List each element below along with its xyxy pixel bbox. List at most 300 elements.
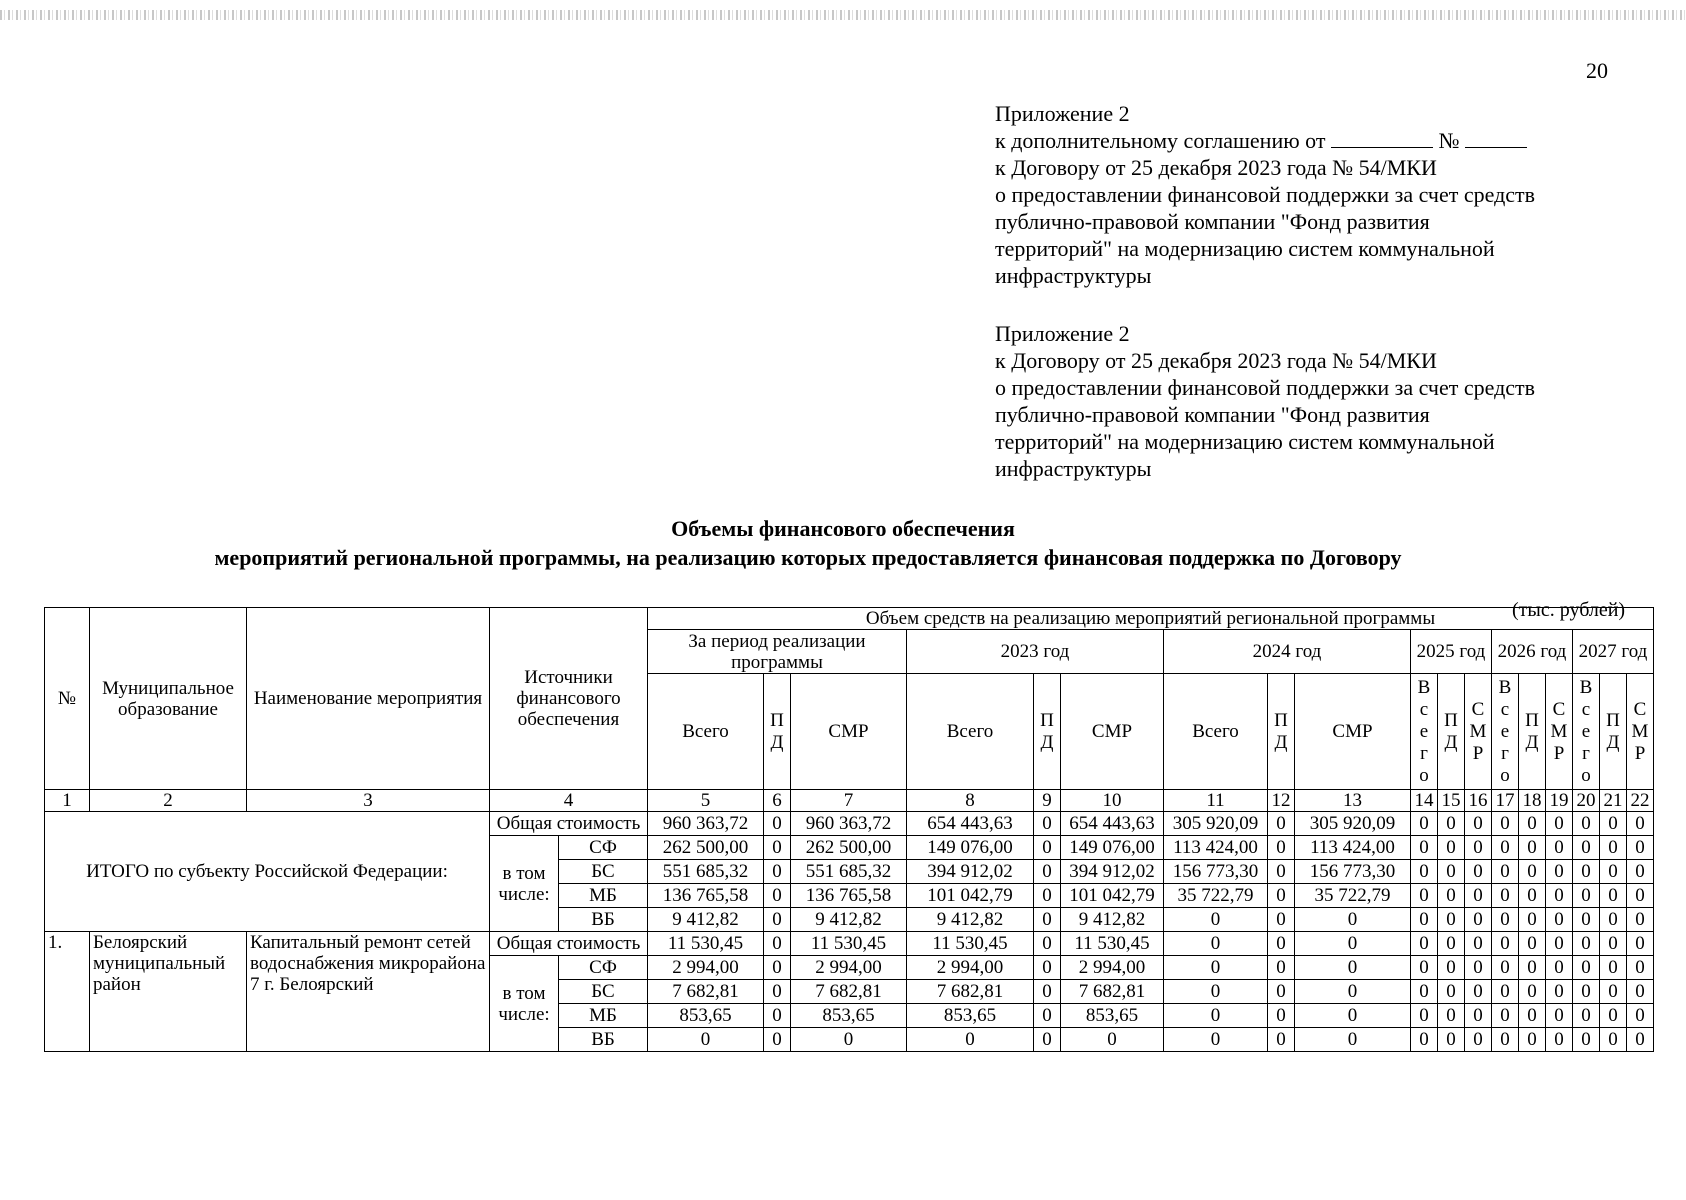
value-cell: 0 — [1546, 980, 1573, 1004]
value-cell: 0 — [1465, 860, 1492, 884]
vertical-letter: е — [1581, 720, 1591, 742]
header-municipality: Муниципальное образование — [90, 608, 247, 790]
header-smr-vertical — [1546, 674, 1573, 790]
value-cell: 0 — [1492, 836, 1519, 860]
value-cell: 0 — [1519, 860, 1546, 884]
value-cell: 305 920,09 — [1295, 812, 1411, 836]
value-cell: 0 — [1546, 932, 1573, 956]
value-cell: 0 — [1164, 956, 1268, 980]
value-cell: 960 363,72 — [791, 812, 907, 836]
vertical-letter: С — [1471, 698, 1485, 720]
value-cell: 9 412,82 — [1061, 908, 1164, 932]
value-cell: 136 765,58 — [648, 884, 764, 908]
vertical-letter: П — [1606, 709, 1620, 731]
value-cell: 0 — [1492, 1028, 1519, 1052]
value-cell: 551 685,32 — [648, 860, 764, 884]
value-cell: 0 — [1438, 932, 1465, 956]
overall-cost-label: Общая стоимость — [490, 932, 648, 956]
value-cell: 35 722,79 — [1295, 884, 1411, 908]
value-cell: 101 042,79 — [1061, 884, 1164, 908]
value-cell: 0 — [1034, 980, 1061, 1004]
vertical-letter: П — [1274, 709, 1288, 731]
value-cell: 0 — [1627, 836, 1654, 860]
vertical-letter: с — [1419, 698, 1429, 720]
value-cell: 654 443,63 — [907, 812, 1034, 836]
vertical-letter: о — [1500, 764, 1510, 786]
header-2026: 2026 год — [1492, 630, 1573, 674]
value-cell: 0 — [1492, 1004, 1519, 1028]
annex-line: инфраструктуры — [995, 456, 1152, 481]
value-cell: 0 — [1465, 836, 1492, 860]
column-number: 2 — [90, 790, 247, 812]
value-cell: 2 994,00 — [791, 956, 907, 980]
value-cell: 0 — [1627, 1004, 1654, 1028]
value-cell: 853,65 — [648, 1004, 764, 1028]
vertical-letter: г — [1582, 742, 1590, 764]
header-total-vertical — [1492, 674, 1519, 790]
value-cell: 0 — [1600, 932, 1627, 956]
value-cell: 0 — [764, 980, 791, 1004]
table-row — [45, 932, 1654, 956]
header-pd — [764, 674, 791, 790]
header-2027: 2027 год — [1573, 630, 1654, 674]
header-total: Всего — [648, 674, 764, 790]
item-municipality: Белоярский муниципальный район — [90, 932, 247, 1052]
header-smr: СМР — [791, 674, 907, 790]
vertical-letter: е — [1500, 720, 1510, 742]
header-total-vertical — [1411, 674, 1438, 790]
value-cell: 0 — [1492, 812, 1519, 836]
value-cell: 0 — [1411, 908, 1438, 932]
value-cell: 2 994,00 — [1061, 956, 1164, 980]
column-number-row — [45, 790, 1654, 812]
value-cell: 35 722,79 — [1164, 884, 1268, 908]
value-cell: 0 — [1546, 1028, 1573, 1052]
header-smr: СМР — [1061, 674, 1164, 790]
column-number: 1 — [45, 790, 90, 812]
value-cell: 0 — [1573, 836, 1600, 860]
value-cell: 394 912,02 — [907, 860, 1034, 884]
value-cell: 0 — [1627, 980, 1654, 1004]
column-number: 6 — [764, 790, 791, 812]
value-cell: 853,65 — [907, 1004, 1034, 1028]
annex-line: публично-правовой компании "Фонд развития — [995, 209, 1430, 234]
including-label: в том числе: — [490, 956, 559, 1052]
value-cell: 0 — [764, 884, 791, 908]
value-cell: 394 912,02 — [1061, 860, 1164, 884]
value-cell: 0 — [764, 908, 791, 932]
document-title: Объемы финансового обеспечения — [671, 516, 1015, 541]
value-cell: 0 — [1034, 908, 1061, 932]
vertical-letter: Д — [1274, 731, 1288, 753]
value-cell: 0 — [1573, 812, 1600, 836]
value-cell: 0 — [1465, 908, 1492, 932]
value-cell: 0 — [1034, 932, 1061, 956]
value-cell: 0 — [1268, 1004, 1295, 1028]
source-code: ВБ — [559, 908, 648, 932]
value-cell: 0 — [1061, 1028, 1164, 1052]
vertical-letter: П — [1040, 709, 1054, 731]
header-2024: 2024 год — [1164, 630, 1411, 674]
vertical-letter: М — [1631, 720, 1649, 742]
value-cell: 262 500,00 — [791, 836, 907, 860]
value-cell: 0 — [1573, 1028, 1600, 1052]
value-cell: 11 530,45 — [648, 932, 764, 956]
value-cell: 0 — [1519, 1004, 1546, 1028]
value-cell: 0 — [1268, 812, 1295, 836]
value-cell: 0 — [1465, 980, 1492, 1004]
vertical-letter: П — [770, 709, 784, 731]
value-cell: 0 — [1600, 1028, 1627, 1052]
value-cell: 0 — [1438, 860, 1465, 884]
annex-line: о предоставлении финансовой поддержки за счет средств — [995, 375, 1536, 400]
value-cell: 7 682,81 — [791, 980, 907, 1004]
vertical-letter: о — [1581, 764, 1591, 786]
value-cell: 0 — [1034, 884, 1061, 908]
value-cell: 9 412,82 — [648, 908, 764, 932]
value-cell: 0 — [1411, 1004, 1438, 1028]
column-number: 19 — [1546, 790, 1573, 812]
column-number: 10 — [1061, 790, 1164, 812]
item-event: Капитальный ремонт сетей водоснабжения микрорайона 7 г. Белоярский — [247, 932, 490, 1052]
value-cell: 0 — [1627, 1028, 1654, 1052]
value-cell: 0 — [1627, 956, 1654, 980]
value-cell: 0 — [1492, 980, 1519, 1004]
value-cell: 0 — [1627, 884, 1654, 908]
header-pd — [1268, 674, 1295, 790]
value-cell: 0 — [1411, 884, 1438, 908]
value-cell: 0 — [1438, 908, 1465, 932]
value-cell: 0 — [1492, 884, 1519, 908]
value-cell: 0 — [1268, 956, 1295, 980]
value-cell: 149 076,00 — [1061, 836, 1164, 860]
vertical-letter: М — [1550, 720, 1568, 742]
date-blank — [1331, 129, 1433, 148]
value-cell: 0 — [764, 812, 791, 836]
document-subtitle: мероприятий региональной программы, на реализацию которых предоставляется финансовая поддержка по Договору — [214, 545, 1402, 570]
source-code: МБ — [559, 884, 648, 908]
column-number: 20 — [1573, 790, 1600, 812]
header-row — [45, 608, 1654, 630]
value-cell: 0 — [1411, 860, 1438, 884]
value-cell: 0 — [1519, 836, 1546, 860]
financing-table — [44, 607, 1654, 1052]
header-total-vertical — [1573, 674, 1600, 790]
value-cell: 2 994,00 — [648, 956, 764, 980]
value-cell: 0 — [1295, 980, 1411, 1004]
value-cell: 305 920,09 — [1164, 812, 1268, 836]
value-cell: 0 — [764, 1004, 791, 1028]
value-cell: 0 — [1034, 1004, 1061, 1028]
value-cell: 0 — [1519, 932, 1546, 956]
value-cell: 0 — [1600, 812, 1627, 836]
value-cell: 0 — [1492, 908, 1519, 932]
value-cell: 0 — [1295, 932, 1411, 956]
including-label: в том числе: — [490, 836, 559, 932]
value-cell: 0 — [1268, 932, 1295, 956]
vertical-letter: е — [1419, 720, 1429, 742]
value-cell: 0 — [1164, 908, 1268, 932]
annex-supplement-text: к дополнительному соглашению от — [995, 128, 1326, 153]
value-cell: 0 — [1034, 1028, 1061, 1052]
header-pd-vertical — [1519, 674, 1546, 790]
column-number: 7 — [791, 790, 907, 812]
value-cell: 0 — [764, 1028, 791, 1052]
table-row — [45, 812, 1654, 836]
vertical-letter: Д — [1444, 731, 1458, 753]
header-period-total: За период реализации программы — [648, 630, 907, 674]
value-cell: 0 — [1411, 1028, 1438, 1052]
value-cell: 551 685,32 — [791, 860, 907, 884]
column-number: 18 — [1519, 790, 1546, 812]
vertical-letter: П — [1525, 709, 1539, 731]
column-number: 17 — [1492, 790, 1519, 812]
header-sources: Источники финансового обеспечения — [490, 608, 648, 790]
source-code: ВБ — [559, 1028, 648, 1052]
value-cell: 0 — [1519, 956, 1546, 980]
header-2025: 2025 год — [1411, 630, 1492, 674]
value-cell: 113 424,00 — [1164, 836, 1268, 860]
vertical-letter: Р — [1634, 742, 1646, 764]
value-cell: 0 — [1573, 860, 1600, 884]
value-cell: 0 — [1546, 1004, 1573, 1028]
vertical-letter: П — [1444, 709, 1458, 731]
column-number: 5 — [648, 790, 764, 812]
value-cell: 853,65 — [791, 1004, 907, 1028]
value-cell: 0 — [1546, 860, 1573, 884]
value-cell: 0 — [1600, 1004, 1627, 1028]
header-pd-vertical — [1600, 674, 1627, 790]
column-number: 8 — [907, 790, 1034, 812]
value-cell: 0 — [1438, 812, 1465, 836]
vertical-letter: В — [1579, 676, 1593, 698]
value-cell: 0 — [1573, 932, 1600, 956]
vertical-letter: С — [1552, 698, 1566, 720]
value-cell: 654 443,63 — [1061, 812, 1164, 836]
value-cell: 136 765,58 — [791, 884, 907, 908]
annex-heading-contract — [995, 320, 1635, 482]
value-cell: 156 773,30 — [1164, 860, 1268, 884]
subject-total-label: ИТОГО по субъекту Российской Федерации: — [45, 812, 490, 932]
column-number: 11 — [1164, 790, 1268, 812]
value-cell: 0 — [1268, 836, 1295, 860]
value-cell: 0 — [1411, 836, 1438, 860]
value-cell: 0 — [1546, 908, 1573, 932]
value-cell: 0 — [1600, 980, 1627, 1004]
value-cell: 0 — [1546, 812, 1573, 836]
value-cell: 0 — [1411, 980, 1438, 1004]
value-cell: 0 — [1546, 884, 1573, 908]
item-number: 1. — [45, 932, 90, 1052]
value-cell: 0 — [1465, 1028, 1492, 1052]
header-smr-vertical — [1465, 674, 1492, 790]
value-cell: 0 — [1492, 956, 1519, 980]
value-cell: 0 — [1034, 836, 1061, 860]
annex-line: к Договору от 25 декабря 2023 года № 54/МКИ — [995, 348, 1437, 373]
value-cell: 113 424,00 — [1295, 836, 1411, 860]
source-code: СФ — [559, 836, 648, 860]
header-pd — [1034, 674, 1061, 790]
column-number: 21 — [1600, 790, 1627, 812]
annex-supplement-line — [995, 127, 1635, 154]
value-cell: 0 — [1600, 860, 1627, 884]
value-cell: 0 — [1519, 812, 1546, 836]
value-cell: 0 — [764, 956, 791, 980]
value-cell: 9 412,82 — [907, 908, 1034, 932]
vertical-letter: Д — [770, 731, 784, 753]
value-cell: 0 — [1600, 884, 1627, 908]
value-cell: 0 — [1034, 812, 1061, 836]
annex-line: о предоставлении финансовой поддержки за счет средств — [995, 182, 1536, 207]
value-cell: 149 076,00 — [907, 836, 1034, 860]
value-cell: 0 — [1268, 884, 1295, 908]
value-cell: 0 — [1573, 1004, 1600, 1028]
value-cell: 11 530,45 — [907, 932, 1034, 956]
value-cell: 0 — [1034, 956, 1061, 980]
value-cell: 2 994,00 — [907, 956, 1034, 980]
value-cell: 0 — [1546, 836, 1573, 860]
value-cell: 156 773,30 — [1295, 860, 1411, 884]
number-sign: № — [1438, 128, 1460, 153]
column-number: 13 — [1295, 790, 1411, 812]
column-number: 4 — [490, 790, 648, 812]
source-code: СФ — [559, 956, 648, 980]
value-cell: 9 412,82 — [791, 908, 907, 932]
annex-line: к Договору от 25 декабря 2023 года № 54/МКИ — [995, 155, 1437, 180]
value-cell: 0 — [1573, 884, 1600, 908]
value-cell: 0 — [1492, 860, 1519, 884]
vertical-letter: Д — [1040, 731, 1054, 753]
annex-line: территорий" на модернизацию систем коммунальной — [995, 429, 1495, 454]
value-cell: 0 — [1034, 860, 1061, 884]
vertical-letter: о — [1419, 764, 1429, 786]
vertical-letter: с — [1500, 698, 1510, 720]
value-cell: 0 — [1438, 1004, 1465, 1028]
vertical-letter: В — [1498, 676, 1512, 698]
value-cell: 0 — [1411, 812, 1438, 836]
value-cell: 853,65 — [1061, 1004, 1164, 1028]
source-code: МБ — [559, 1004, 648, 1028]
value-cell: 0 — [648, 1028, 764, 1052]
vertical-letter: С — [1633, 698, 1647, 720]
value-cell: 0 — [1573, 956, 1600, 980]
value-cell: 0 — [1295, 1004, 1411, 1028]
value-cell: 0 — [1492, 932, 1519, 956]
value-cell: 7 682,81 — [648, 980, 764, 1004]
column-number: 15 — [1438, 790, 1465, 812]
value-cell: 0 — [1268, 980, 1295, 1004]
header-num: № — [45, 608, 90, 790]
column-number: 12 — [1268, 790, 1295, 812]
vertical-letter: с — [1581, 698, 1591, 720]
value-cell: 0 — [1573, 980, 1600, 1004]
overall-cost-label: Общая стоимость — [490, 812, 648, 836]
value-cell: 0 — [1411, 956, 1438, 980]
source-code: БС — [559, 860, 648, 884]
vertical-letter: Д — [1606, 731, 1620, 753]
value-cell: 0 — [1519, 980, 1546, 1004]
value-cell: 0 — [1295, 1028, 1411, 1052]
units-note: (тыс. рублей) — [1512, 599, 1626, 621]
value-cell: 0 — [1295, 956, 1411, 980]
value-cell: 0 — [1465, 956, 1492, 980]
value-cell: 101 042,79 — [907, 884, 1034, 908]
header-smr-vertical — [1627, 674, 1654, 790]
vertical-letter: Р — [1553, 742, 1565, 764]
value-cell: 0 — [1295, 908, 1411, 932]
value-cell: 0 — [764, 836, 791, 860]
value-cell: 0 — [1600, 908, 1627, 932]
value-cell: 0 — [1465, 932, 1492, 956]
value-cell: 0 — [1268, 1028, 1295, 1052]
annex-title: Приложение 2 — [995, 101, 1130, 126]
header-pd-vertical — [1438, 674, 1465, 790]
header-volume: Объем средств на реализацию мероприятий региональной программы — [648, 608, 1654, 630]
column-number: 22 — [1627, 790, 1654, 812]
vertical-letter: Д — [1525, 731, 1539, 753]
vertical-letter: г — [1420, 742, 1428, 764]
value-cell: 0 — [1164, 1028, 1268, 1052]
value-cell: 0 — [1573, 908, 1600, 932]
value-cell: 0 — [1164, 1004, 1268, 1028]
value-cell: 0 — [1438, 980, 1465, 1004]
value-cell: 0 — [1465, 1004, 1492, 1028]
column-number: 3 — [247, 790, 490, 812]
header-smr: СМР — [1295, 674, 1411, 790]
value-cell: 0 — [1600, 956, 1627, 980]
vertical-letter: М — [1469, 720, 1487, 742]
value-cell: 0 — [1438, 836, 1465, 860]
value-cell: 0 — [1438, 956, 1465, 980]
value-cell: 0 — [791, 1028, 907, 1052]
vertical-letter: Р — [1472, 742, 1484, 764]
value-cell: 0 — [1627, 908, 1654, 932]
value-cell: 11 530,45 — [1061, 932, 1164, 956]
value-cell: 0 — [764, 860, 791, 884]
annex-title: Приложение 2 — [995, 321, 1130, 346]
value-cell: 0 — [764, 932, 791, 956]
value-cell: 0 — [1627, 860, 1654, 884]
value-cell: 0 — [1627, 812, 1654, 836]
value-cell: 0 — [1600, 836, 1627, 860]
vertical-letter: В — [1417, 676, 1431, 698]
value-cell: 0 — [1546, 956, 1573, 980]
page-number: 20 — [1586, 58, 1608, 83]
value-cell: 0 — [1465, 884, 1492, 908]
header-event: Наименование мероприятия — [247, 608, 490, 790]
header-2023: 2023 год — [907, 630, 1164, 674]
value-cell: 0 — [1438, 884, 1465, 908]
value-cell: 0 — [1519, 908, 1546, 932]
value-cell: 0 — [907, 1028, 1034, 1052]
value-cell: 960 363,72 — [648, 812, 764, 836]
annex-heading-supplement — [995, 100, 1635, 289]
value-cell: 7 682,81 — [907, 980, 1034, 1004]
scan-edge-noise — [0, 10, 1686, 20]
header-total: Всего — [1164, 674, 1268, 790]
vertical-letter: г — [1501, 742, 1509, 764]
header-total: Всего — [907, 674, 1034, 790]
value-cell: 11 530,45 — [791, 932, 907, 956]
value-cell: 0 — [1465, 812, 1492, 836]
value-cell: 0 — [1268, 908, 1295, 932]
number-blank — [1465, 129, 1527, 148]
annex-line: публично-правовой компании "Фонд развития — [995, 402, 1430, 427]
column-number: 9 — [1034, 790, 1061, 812]
value-cell: 0 — [1268, 860, 1295, 884]
value-cell: 0 — [1519, 884, 1546, 908]
value-cell: 0 — [1438, 1028, 1465, 1052]
